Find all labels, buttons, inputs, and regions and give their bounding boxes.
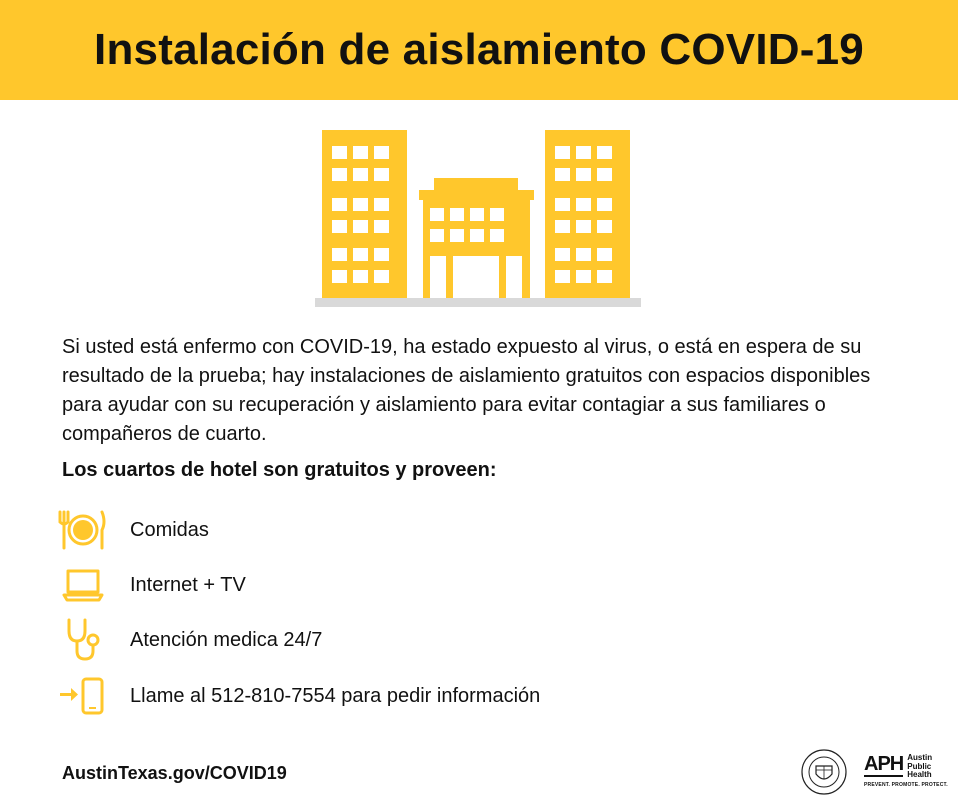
building-window: [506, 256, 522, 298]
building-window: [555, 198, 570, 211]
building-window: [555, 270, 570, 283]
building-window: [597, 248, 612, 261]
building-window: [597, 270, 612, 283]
building-window: [332, 248, 347, 261]
building-window: [555, 248, 570, 261]
building-window: [490, 229, 504, 242]
header-banner: [0, 0, 958, 100]
building-window: [576, 270, 591, 283]
building-window: [576, 248, 591, 261]
building-window: [430, 256, 446, 298]
building-window: [576, 198, 591, 211]
amenities-heading: Los cuartos de hotel son gratuitos y proveen:: [62, 459, 497, 481]
laptop-icon: [56, 561, 110, 609]
footer-website-link[interactable]: AustinTexas.gov/COVID19: [62, 763, 287, 783]
feature-internet-tv: [56, 561, 246, 609]
building-window: [470, 229, 484, 242]
building-window: [555, 220, 570, 233]
building-window: [374, 248, 389, 261]
building-window: [374, 198, 389, 211]
building-window: [576, 220, 591, 233]
feature-meals: [56, 506, 209, 554]
building-window: [576, 146, 591, 159]
building-window: [450, 208, 464, 221]
building-window: [576, 168, 591, 181]
building-window: [450, 229, 464, 242]
building-window: [597, 146, 612, 159]
building-window: [353, 248, 368, 261]
building-window: [374, 168, 389, 181]
hotel-buildings-illustration: [313, 128, 643, 310]
building-window: [353, 220, 368, 233]
building-window: [374, 220, 389, 233]
building-window: [353, 168, 368, 181]
building-window: [332, 168, 347, 181]
building-window: [374, 270, 389, 283]
feature-medical: [56, 616, 322, 664]
building-window: [353, 146, 368, 159]
feature-label: Llame al 512-810-7554 para pedir información: [130, 684, 541, 707]
building-window: [453, 256, 499, 298]
city-of-austin-seal-icon: [800, 748, 848, 796]
intro-text: Si usted está enfermo con COVID-19, ha estado expuesto al virus, o está en espera de su resultado de la prueba; hay instalaciones de aislamiento gratuitos con espacios disponibles para ayudar con su recuperación y aislamiento para evitar contagiar a sus familiares o compañeros de cuarto.: [62, 336, 871, 445]
building-window: [597, 220, 612, 233]
building-window: [374, 146, 389, 159]
building-window: [430, 229, 444, 242]
stethoscope-icon: [56, 616, 110, 664]
building-window: [490, 208, 504, 221]
building-window: [555, 168, 570, 181]
building-window: [353, 198, 368, 211]
building-window: [332, 220, 347, 233]
building-window: [353, 270, 368, 283]
building-window: [555, 146, 570, 159]
feature-label: Atención medica 24/7: [130, 628, 323, 651]
building-window: [332, 198, 347, 211]
page-title: Instalación de aislamiento COVID-19: [94, 25, 864, 74]
building-window: [430, 208, 444, 221]
aph-tagline: PREVENT. PROMOTE. PROTECT.: [864, 782, 948, 788]
building-window: [332, 270, 347, 283]
phone-icon: [56, 672, 110, 720]
aph-logo-text: Austin Public Health: [907, 753, 933, 779]
building-window: [597, 168, 612, 181]
feature-label: Comidas: [130, 518, 209, 541]
feature-label: Internet + TV: [130, 573, 246, 596]
building-window: [470, 208, 484, 221]
feature-phone: [56, 672, 540, 720]
meal-icon: [56, 506, 110, 554]
austin-public-health-logo: [864, 754, 932, 780]
building-window: [597, 198, 612, 211]
building-window: [332, 146, 347, 159]
aph-logo-mark: APH: [864, 753, 904, 775]
